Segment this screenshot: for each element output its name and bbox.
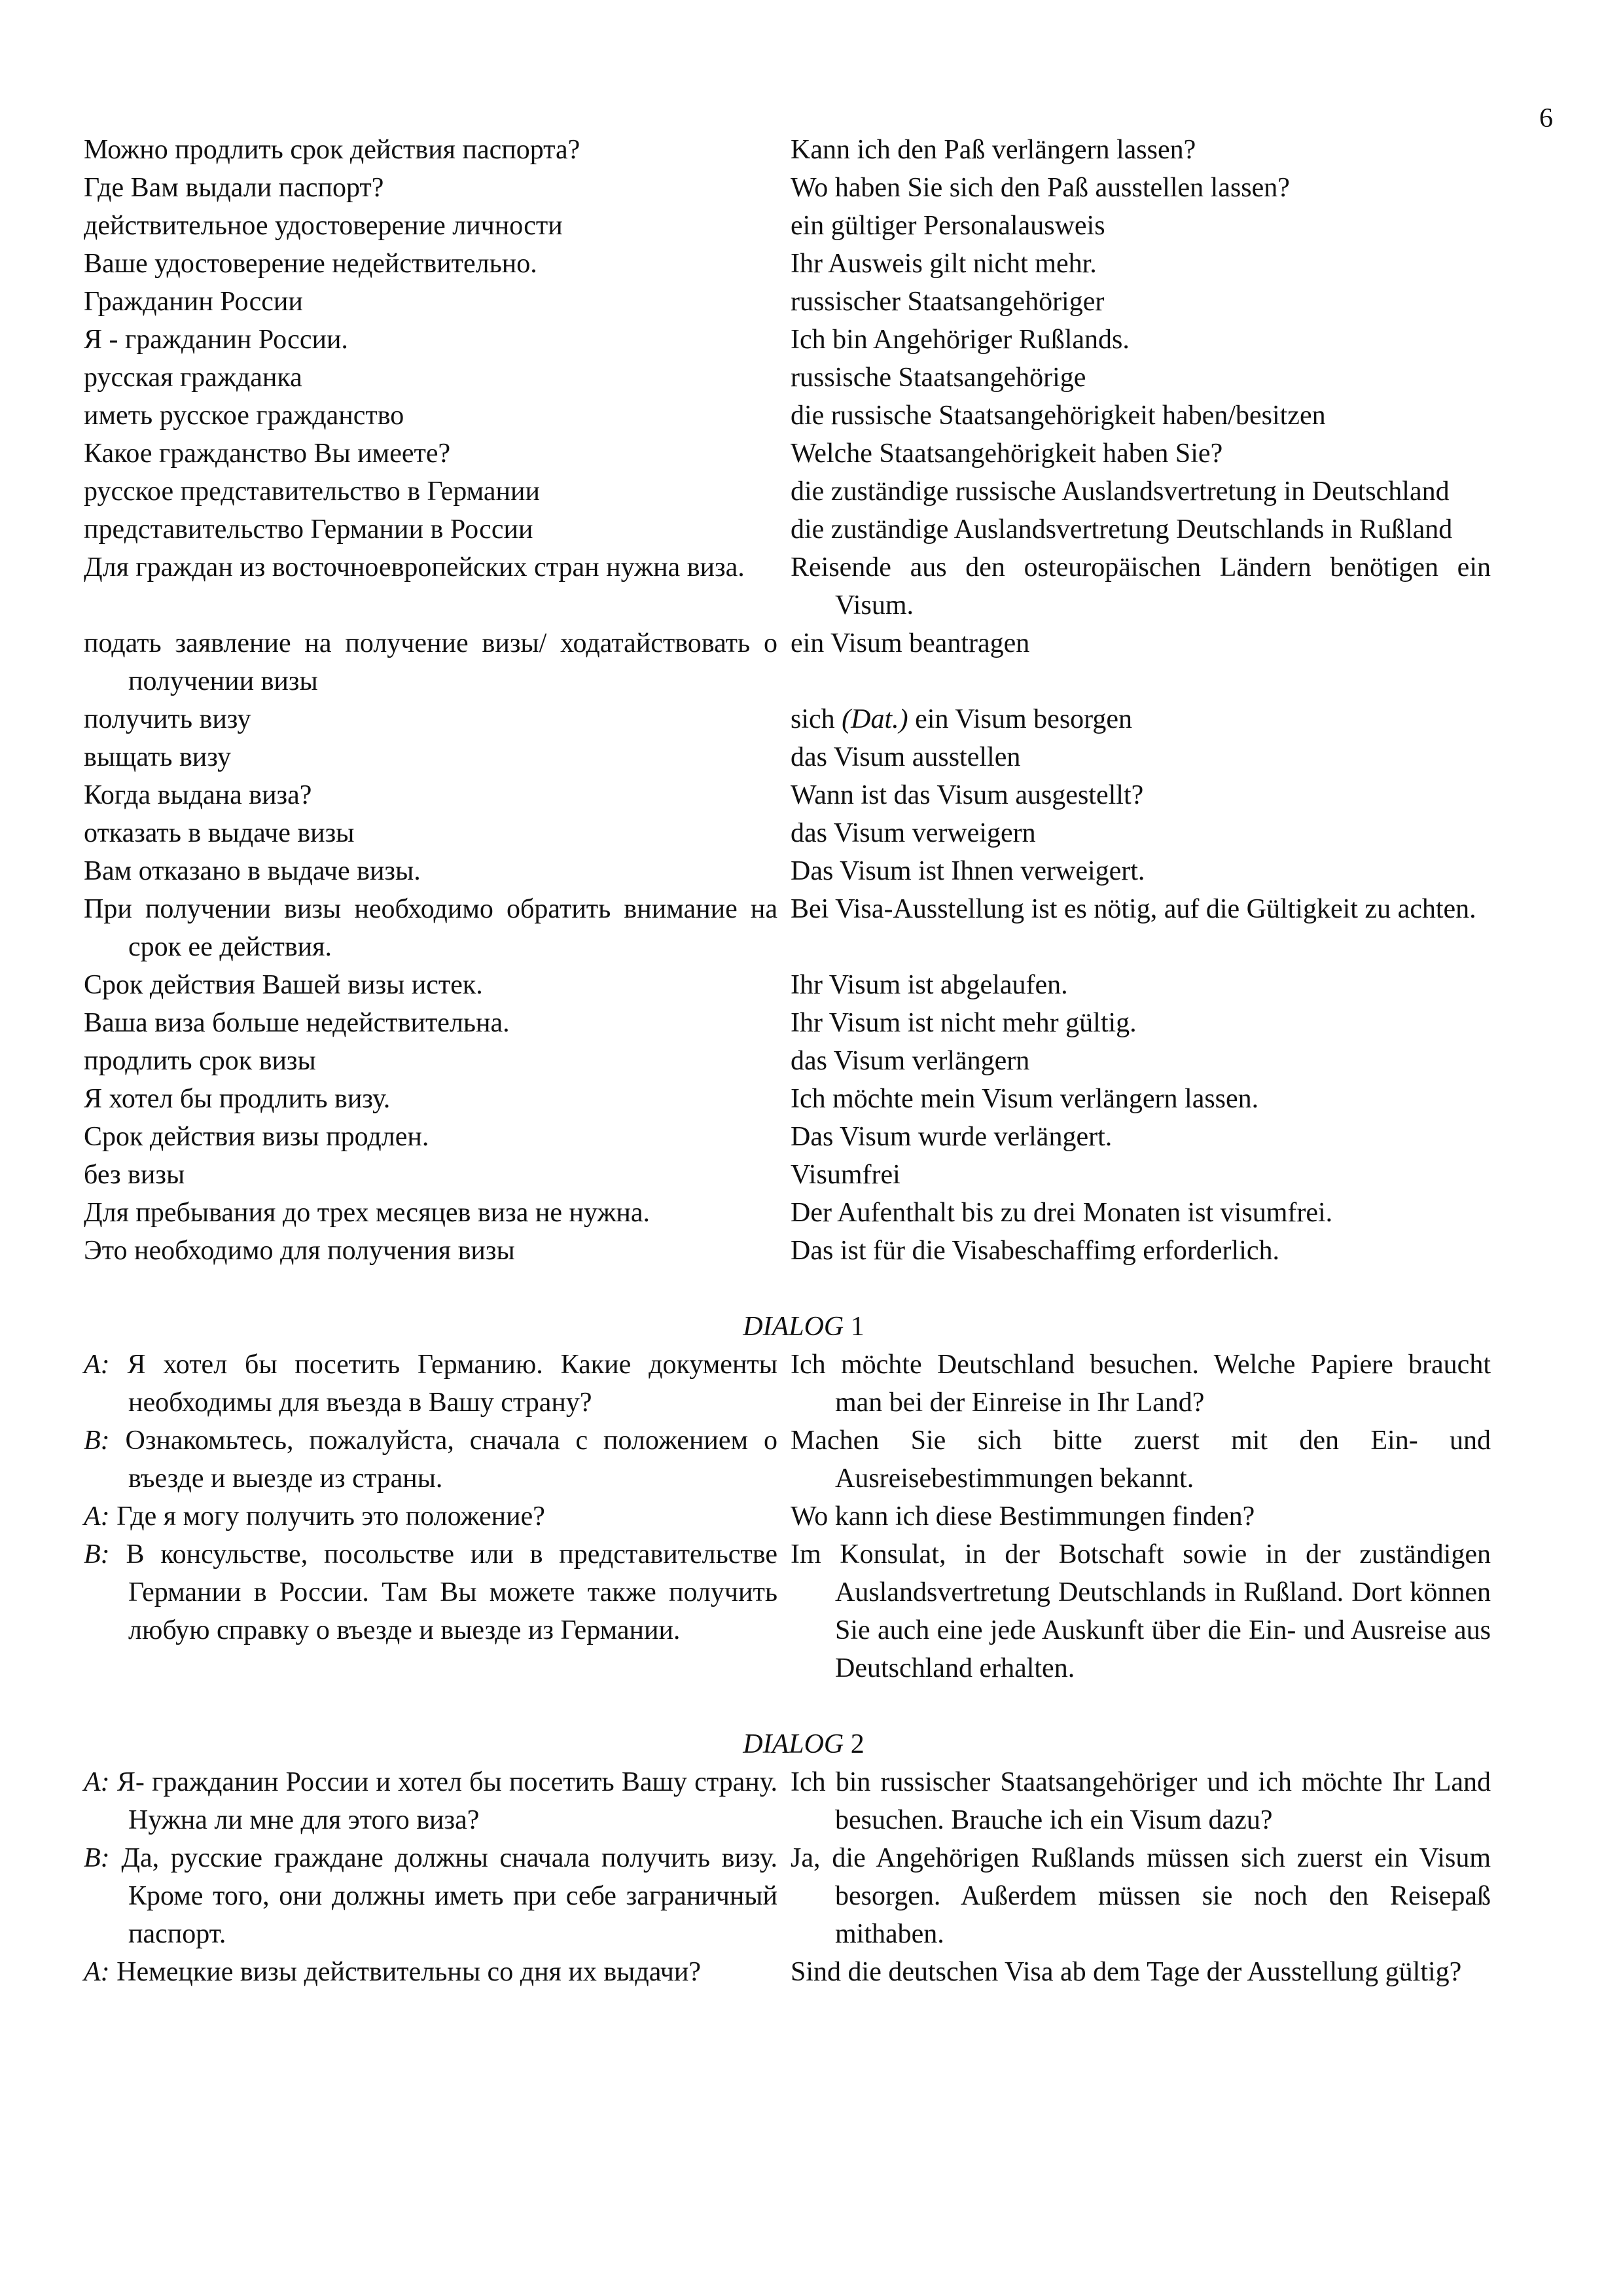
- vocab-row: [84, 1194, 1491, 1232]
- vocab-russian: продлить срок визы: [84, 1046, 316, 1076]
- dialog-russian-text: Да, русские граждане должны сначала получить визу. Кроме того, они должны иметь при себе заграничный паспорт.: [109, 1843, 777, 1949]
- dialog-title-word: DIALOG: [743, 1312, 844, 1342]
- vocab-russian: без визы: [84, 1160, 185, 1190]
- vocab-russian: Ваша виза больше недействительна.: [84, 1008, 510, 1038]
- dialog-german: Ich möchte Deutschland besuchen. Welche Papiere braucht man bei der Einreise in Ihr Land?: [791, 1350, 1491, 1418]
- vocab-row: [84, 131, 1491, 169]
- vocab-russian: Гражданин России: [84, 287, 303, 317]
- vocabulary-list: [84, 131, 1491, 1270]
- dialog-russian-text: Ознакомьтесь, пожалуйста, сначала с положением о въезде и выезде из страны.: [109, 1426, 777, 1494]
- vocab-row: [84, 1004, 1491, 1042]
- speaker-label: A:: [84, 1767, 110, 1797]
- vocab-german: das Visum verweigern: [791, 818, 1036, 848]
- vocab-german: Ich bin Angehöriger Rußlands.: [791, 325, 1130, 355]
- vocab-german-part: ein Visum besorgen: [908, 704, 1133, 734]
- dialog-russian: [84, 1498, 777, 1535]
- dialog-line: [84, 1953, 1491, 1991]
- vocab-german: das Visum ausstellen: [791, 742, 1021, 772]
- page-content: [84, 131, 1491, 1991]
- vocab-german: Ihr Visum ist nicht mehr gültig.: [791, 1008, 1137, 1038]
- vocab-russian: Для пребывания до трех месяцев виза не нужна.: [84, 1198, 651, 1228]
- dialog-line: [84, 1422, 1491, 1498]
- vocab-russian: Можно продлить срок действия паспорта?: [84, 135, 580, 165]
- dialog-line: [84, 1535, 1491, 1687]
- vocab-row: [84, 966, 1491, 1004]
- dialog-russian: [84, 1953, 777, 1991]
- dialog-title-number: 1: [844, 1312, 865, 1342]
- vocab-german-part: sich: [791, 704, 842, 734]
- vocab-russian: русское представительство в Германии: [84, 476, 540, 507]
- vocab-row: [84, 245, 1491, 283]
- vocab-row: [84, 738, 1491, 776]
- vocab-row: [84, 207, 1491, 245]
- vocab-row: [84, 1118, 1491, 1156]
- vocab-german: Bei Visa-Ausstellung ist es nötig, auf die Gültigkeit zu achten.: [791, 894, 1476, 924]
- vocab-russian: Когда выдана виза?: [84, 780, 312, 810]
- vocab-german: die zuständige russische Auslandsvertretung in Deutschland: [791, 476, 1450, 507]
- vocab-german: Das Visum wurde verlängert.: [791, 1122, 1113, 1152]
- vocab-russian: Какое гражданство Вы имеете?: [84, 439, 451, 469]
- speaker-label: A:: [84, 1957, 110, 1987]
- vocab-row: [84, 1080, 1491, 1118]
- vocab-german: Das Visum ist Ihnen verweigert.: [791, 856, 1145, 886]
- vocab-german: [791, 700, 1491, 738]
- vocab-russian: Срок действия Вашей визы истек.: [84, 970, 483, 1000]
- vocab-german: Ihr Visum ist abgelaufen.: [791, 970, 1068, 1000]
- vocab-german: Ihr Ausweis gilt nicht mehr.: [791, 249, 1097, 279]
- vocab-german: die russische Staatsangehörigkeit haben/besitzen: [791, 401, 1326, 431]
- vocab-russian: Ваше удостоверение недействительно.: [84, 249, 537, 279]
- vocab-russian: действительное удостоверение личности: [84, 211, 563, 241]
- dialog-title-word: DIALOG: [743, 1729, 844, 1759]
- speaker-label: A:: [84, 1501, 110, 1532]
- dialog-russian-text: В консульстве, посольстве или в представительстве Германии в России. Там Вы можете также получить любую справку о въезде и выезде из Германии.: [109, 1539, 777, 1645]
- dialog-russian-text: Немецкие визы действительны со дня их выдачи?: [109, 1957, 701, 1987]
- dialog-russian: [84, 1422, 777, 1498]
- vocab-german: Wann ist das Visum ausgestellt?: [791, 780, 1144, 810]
- vocab-row: [84, 700, 1491, 738]
- vocab-row: [84, 283, 1491, 321]
- speaker-label: B:: [84, 1426, 110, 1456]
- vocab-row: [84, 1042, 1491, 1080]
- dialog-1: [84, 1346, 1491, 1687]
- vocab-german: die zuständige Auslandsvertretung Deutschlands in Rußland: [791, 514, 1453, 545]
- dialog-german: Im Konsulat, in der Botschaft sowie in der zuständigen Auslandsvertretung Deutschlands in Rußland. Dort können Sie auch eine jede Auskunft über die Ein- und Ausreise aus Deutschland erhalten.: [791, 1539, 1491, 1683]
- vocab-russian: Я хотел бы продлить визу.: [84, 1084, 391, 1114]
- vocab-russian: При получении визы необходимо обратить внимание на срок ее действия.: [84, 894, 777, 962]
- dialog-line: [84, 1346, 1491, 1422]
- vocab-row: [84, 624, 1491, 700]
- vocab-row: [84, 852, 1491, 890]
- dialog-german: Machen Sie sich bitte zuerst mit den Ein- und Ausreisebestimmungen bekannt.: [791, 1426, 1491, 1494]
- dialog-russian: [84, 1763, 777, 1839]
- vocab-german: Welche Staatsangehörigkeit haben Sie?: [791, 439, 1223, 469]
- vocab-german: ein gültiger Personalausweis: [791, 211, 1105, 241]
- vocab-row: [84, 321, 1491, 359]
- vocab-russian: иметь русское гражданство: [84, 401, 404, 431]
- vocab-russian: выщать визу: [84, 742, 231, 772]
- dialog-russian: [84, 1535, 777, 1687]
- vocab-german: Ich möchte mein Visum verlängern lassen.: [791, 1084, 1259, 1114]
- vocab-german: Kann ich den Paß verlängern lassen?: [791, 135, 1196, 165]
- dialog-russian-text: Я- гражданин России и хотел бы посетить Вашу страну. Нужна ли мне для этого виза?: [109, 1767, 777, 1835]
- dialog-1-title: [84, 1308, 1491, 1346]
- dialog-2: [84, 1763, 1491, 1991]
- vocab-row: [84, 1156, 1491, 1194]
- dialog-line: [84, 1763, 1491, 1839]
- vocab-row: [84, 435, 1491, 473]
- vocab-russian: Где Вам выдали паспорт?: [84, 173, 384, 203]
- vocab-russian: Срок действия визы продлен.: [84, 1122, 429, 1152]
- vocab-row: [84, 814, 1491, 852]
- dialog-german: Ja, die Angehörigen Rußlands müssen sich zuerst ein Visum besorgen. Außerdem müssen sie noch den Reisepaß mithaben.: [791, 1843, 1491, 1949]
- dialog-german: Wo kann ich diese Bestimmungen finden?: [791, 1501, 1255, 1532]
- vocab-german: Reisende aus den osteuropäischen Ländern benötigen ein Visum.: [791, 552, 1491, 620]
- dialog-russian: [84, 1839, 777, 1953]
- grammar-note: (Dat.): [842, 704, 908, 734]
- vocab-german: russische Staatsangehörige: [791, 363, 1086, 393]
- vocab-row: [84, 1232, 1491, 1270]
- vocab-german: Der Aufenthalt bis zu drei Monaten ist visumfrei.: [791, 1198, 1333, 1228]
- vocab-russian: отказать в выдаче визы: [84, 818, 355, 848]
- vocab-german: Das ist für die Visabeschaffimg erforderlich.: [791, 1236, 1280, 1266]
- speaker-label: B:: [84, 1539, 110, 1570]
- vocab-row: [84, 397, 1491, 435]
- vocab-russian: Я - гражданин России.: [84, 325, 348, 355]
- vocab-row: [84, 511, 1491, 548]
- dialog-russian-text: Я хотел бы посетить Германию. Какие документы необходимы для въезда в Вашу страну?: [109, 1350, 777, 1418]
- vocab-row: [84, 473, 1491, 511]
- speaker-label: A:: [84, 1350, 110, 1380]
- vocab-row: [84, 548, 1491, 624]
- page-number: 6: [1539, 103, 1553, 134]
- dialog-title-number: 2: [844, 1729, 865, 1759]
- vocab-row: [84, 169, 1491, 207]
- vocab-russian: русская гражданка: [84, 363, 302, 393]
- vocab-german: Visumfrei: [791, 1160, 901, 1190]
- vocab-german: ein Visum beantragen: [791, 628, 1030, 658]
- vocab-german: Wo haben Sie sich den Paß ausstellen lassen?: [791, 173, 1290, 203]
- dialog-line: [84, 1839, 1491, 1953]
- vocab-russian: Это необходимо для получения визы: [84, 1236, 515, 1266]
- vocab-russian: представительство Германии в России: [84, 514, 533, 545]
- dialog-2-title: [84, 1725, 1491, 1763]
- vocab-row: [84, 890, 1491, 966]
- vocab-german: das Visum verlängern: [791, 1046, 1030, 1076]
- vocab-russian: Для граждан из восточноевропейских стран нужна виза.: [84, 552, 745, 583]
- dialog-german: Sind die deutschen Visa ab dem Tage der Ausstellung gültig?: [791, 1957, 1462, 1987]
- vocab-russian: подать заявление на получение визы/ ходатайствовать о получении визы: [84, 628, 777, 696]
- vocab-german: russischer Staatsangehöriger: [791, 287, 1105, 317]
- vocab-russian: получить визу: [84, 704, 251, 734]
- dialog-line: [84, 1498, 1491, 1535]
- dialog-german: Ich bin russischer Staatsangehöriger und ich möchte Ihr Land besuchen. Brauche ich ein Visum dazu?: [791, 1767, 1491, 1835]
- vocab-russian: Вам отказано в выдаче визы.: [84, 856, 421, 886]
- vocab-row: [84, 359, 1491, 397]
- dialog-russian: [84, 1346, 777, 1422]
- dialog-russian-text: Где я могу получить это положение?: [109, 1501, 545, 1532]
- vocab-row: [84, 776, 1491, 814]
- speaker-label: B:: [84, 1843, 110, 1873]
